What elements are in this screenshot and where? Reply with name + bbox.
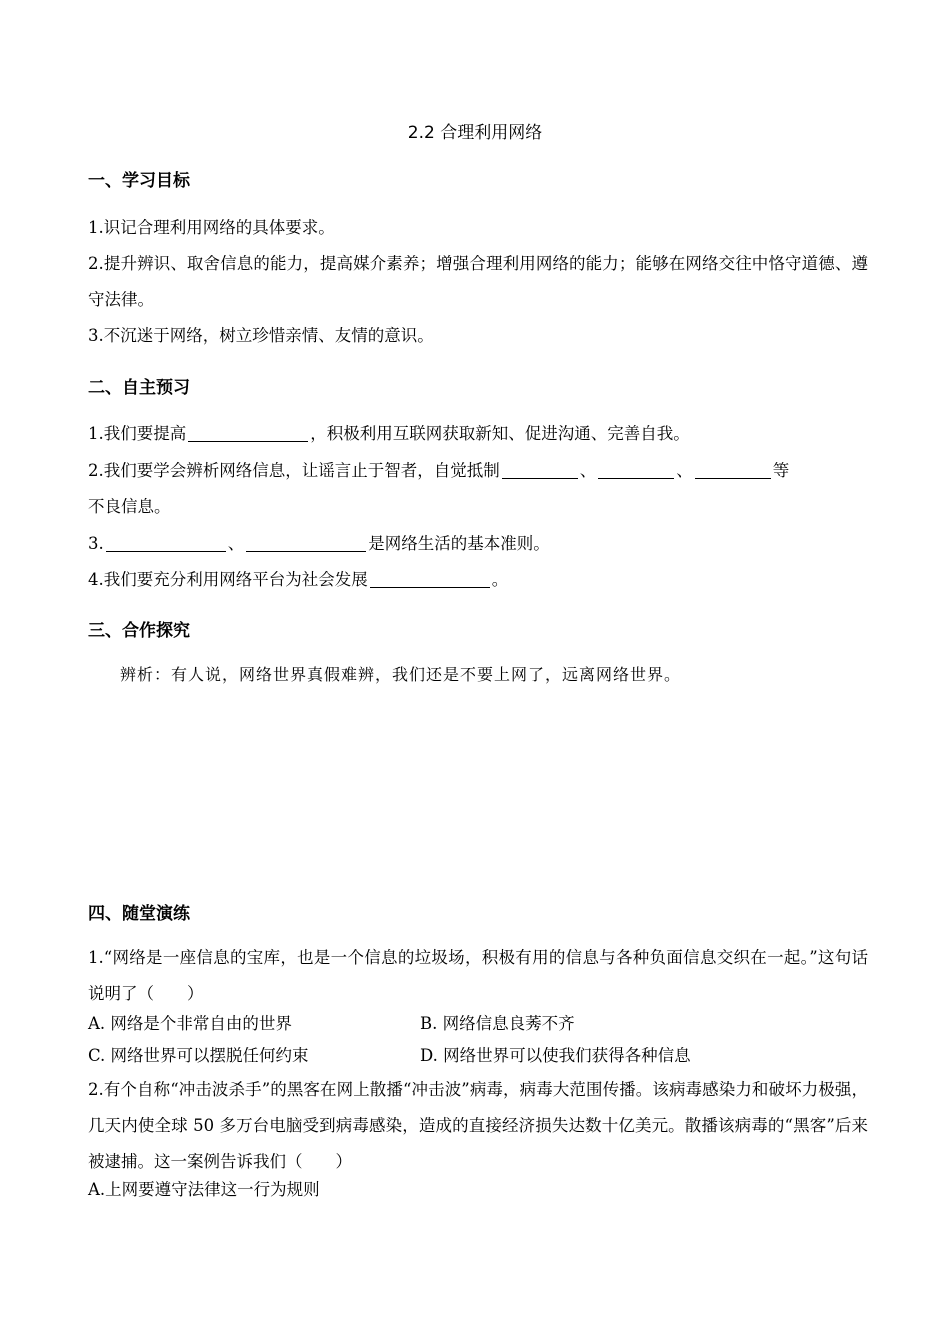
practice-question-1: 1.“网络是一座信息的宝库，也是一个信息的垃圾场，积极有用的信息与各种负面信息交织在一起。”这句话说明了（ ） [88,948,868,1003]
fill-blank[interactable] [370,567,490,588]
goal-item-1: 1.识记合理利用网络的具体要求。 [88,218,335,237]
discussion-prompt: 辨析：有人说，网络世界真假难辨，我们还是不要上网了，远离网络世界。 [120,665,682,684]
preview-q1-text-b: ，积极利用互联网获取新知、促进沟通、完善自我。 [310,424,690,443]
fill-blank[interactable] [246,531,366,552]
section-heading-practice: 四、随堂演练 [88,904,190,924]
preview-q3-text-a: 3. [88,534,104,553]
section-heading-learning-goals: 一、学习目标 [88,171,190,191]
fill-blank[interactable] [695,458,771,479]
q2-option-a[interactable]: A.上网要遵守法律这一行为规则 [88,1180,320,1199]
preview-q2-text-end: 等 [772,461,790,480]
fill-blank[interactable] [106,531,226,552]
fill-blank[interactable] [598,458,674,479]
fill-blank[interactable] [188,421,308,442]
options-row-2 [88,1040,868,1072]
preview-question-4 [88,562,868,598]
preview-q2-text-a: 2.我们要学会辨析网络信息，让谣言止于智者，自觉抵制 [88,461,500,480]
preview-q4-text-a: 4.我们要充分利用网络平台为社会发展 [88,570,368,589]
separator: 、 [676,461,693,480]
preview-q4-text-b: 。 [491,570,509,589]
preview-q1-text-a: 1.我们要提高 [88,424,187,443]
goal-item-2: 2.提升辨识、取舍信息的能力，提高媒介素养；增强合理利用网络的能力；能够在网络交往中恪守道德、遵守法律。 [88,254,868,309]
preview-question-3 [88,526,868,562]
options-row-1 [88,1008,868,1040]
goal-item-3: 3.不沉迷于网络，树立珍惜亲情、友情的意识。 [88,326,434,345]
option-c[interactable]: C. 网络世界可以摆脱任何约束 [88,1046,309,1065]
separator: 、 [227,534,245,553]
preview-question-2 [88,453,868,489]
option-a[interactable]: A. 网络是个非常自由的世界 [88,1014,292,1033]
section-heading-self-preview: 二、自主预习 [88,378,190,398]
preview-question-1 [88,416,868,452]
practice-question-2: 2.有个自称“冲击波杀手”的黑客在网上散播“冲击波”病毒，病毒大范围传播。该病毒感染力和破坏力极强，几天内使全球 50 多万台电脑受到病毒感染，造成的直接经济损失达数十亿美元。散播该病毒的“黑客”后来被逮捕。这一案例告诉我们（ ） [88,1080,868,1171]
preview-q3-text-b: 是网络生活的基本准则。 [368,534,550,553]
page-title: 2.2 合理利用网络 [407,123,543,143]
separator: 、 [579,461,597,480]
fill-blank[interactable] [502,458,578,479]
section-heading-cooperative-inquiry: 三、合作探究 [88,621,190,641]
option-b[interactable]: B. 网络信息良莠不齐 [420,1014,575,1033]
preview-question-2-cont: 不良信息。 [88,497,171,516]
option-d[interactable]: D. 网络世界可以使我们获得各种信息 [420,1046,691,1065]
